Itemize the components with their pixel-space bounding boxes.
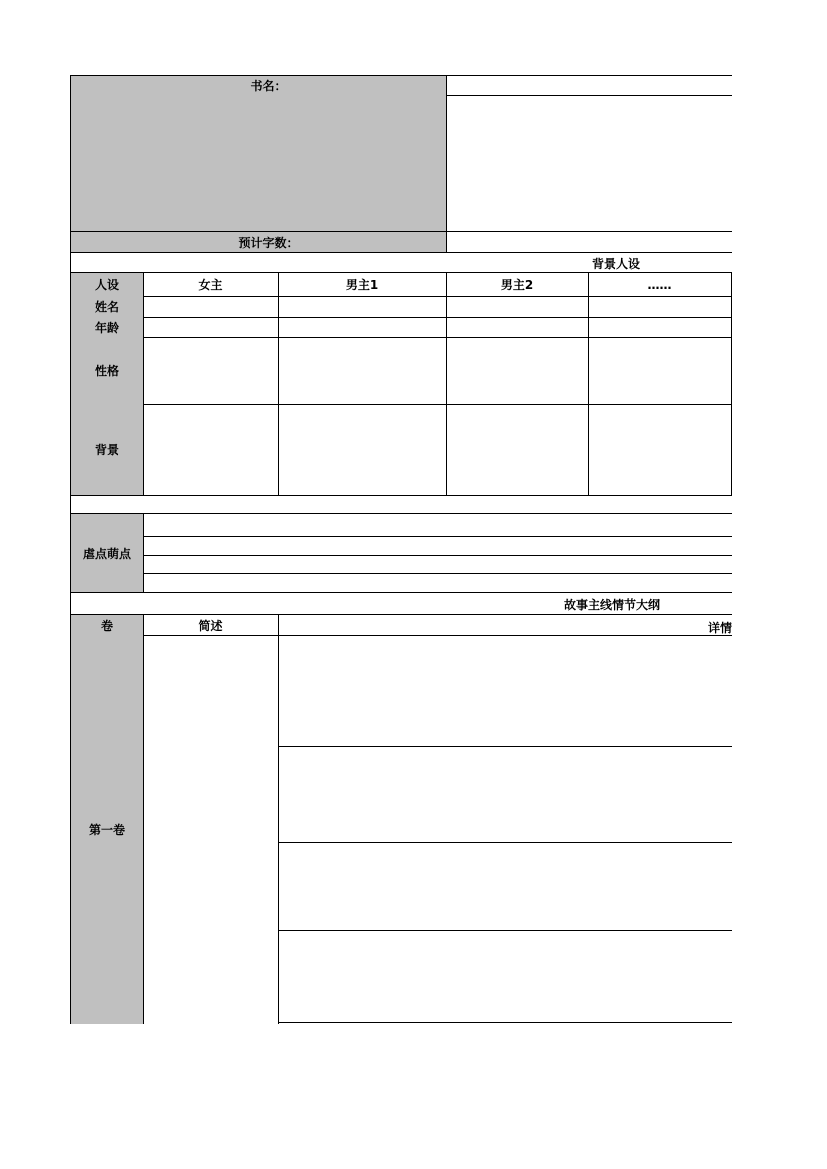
outline-volume-one: 第一卷 <box>70 635 144 1024</box>
highlight-line-2[interactable] <box>143 536 732 556</box>
character-row-personality: 性格 <box>70 337 144 405</box>
character-col-hero-2[interactable]: 男主2 <box>446 272 589 297</box>
outline-section-title-row <box>70 592 732 614</box>
outline-detail-header-cell <box>278 614 732 636</box>
character-row-name: 姓名 <box>70 296 144 318</box>
highlight-line-3[interactable] <box>143 555 732 574</box>
book-name-label-cell[interactable] <box>70 75 447 96</box>
outline-detail-header: 详情 <box>708 621 732 635</box>
character-cell[interactable] <box>278 337 447 405</box>
character-cell[interactable] <box>446 296 589 318</box>
book-synopsis-label-cell[interactable] <box>70 95 447 232</box>
characters-section-title: 背景人设 <box>592 257 641 271</box>
character-cell[interactable] <box>278 317 447 338</box>
word-count-label-cell[interactable] <box>70 231 447 253</box>
characters-section-title-row <box>70 252 732 272</box>
character-col-heroine[interactable]: 女主 <box>143 272 279 297</box>
character-col-hero-1[interactable]: 男主1 <box>278 272 447 297</box>
book-name-label: 书名： <box>250 79 287 93</box>
outline-section-title: 故事主线情节大纲 <box>564 598 661 612</box>
outline-volume-header: 卷 <box>70 614 144 636</box>
character-cell[interactable] <box>588 317 732 338</box>
character-row-background: 背景 <box>70 404 144 496</box>
outline-detail-block-4[interactable] <box>278 930 732 1023</box>
character-col-more[interactable]: …… <box>588 272 732 297</box>
outline-volume-one-summary[interactable] <box>143 635 279 1024</box>
outline-detail-block-2[interactable] <box>278 746 732 843</box>
character-cell[interactable] <box>588 404 732 496</box>
character-cell[interactable] <box>588 296 732 318</box>
character-cell[interactable] <box>143 404 279 496</box>
character-cell[interactable] <box>143 317 279 338</box>
book-name-value-cell[interactable] <box>446 75 732 96</box>
word-count-value-cell[interactable] <box>446 231 732 253</box>
highlight-line-4[interactable] <box>143 573 732 593</box>
character-cell[interactable] <box>446 317 589 338</box>
spacer-row <box>70 495 732 514</box>
outline-summary-header: 简述 <box>143 614 279 636</box>
character-cell[interactable] <box>446 404 589 496</box>
character-cell[interactable] <box>143 337 279 405</box>
book-synopsis-value-cell[interactable] <box>446 95 732 232</box>
character-row-age: 年龄 <box>70 317 144 338</box>
highlight-line-1[interactable] <box>143 513 732 537</box>
highlights-label: 虐点萌点 <box>70 513 144 593</box>
character-cell[interactable] <box>278 296 447 318</box>
character-cell[interactable] <box>278 404 447 496</box>
character-corner-label: 人设 <box>70 272 144 297</box>
character-cell[interactable] <box>143 296 279 318</box>
character-cell[interactable] <box>588 337 732 405</box>
character-cell[interactable] <box>446 337 589 405</box>
outline-detail-block-3[interactable] <box>278 842 732 931</box>
word-count-label: 预计字数： <box>238 235 299 250</box>
outline-detail-block-1[interactable] <box>278 635 732 747</box>
